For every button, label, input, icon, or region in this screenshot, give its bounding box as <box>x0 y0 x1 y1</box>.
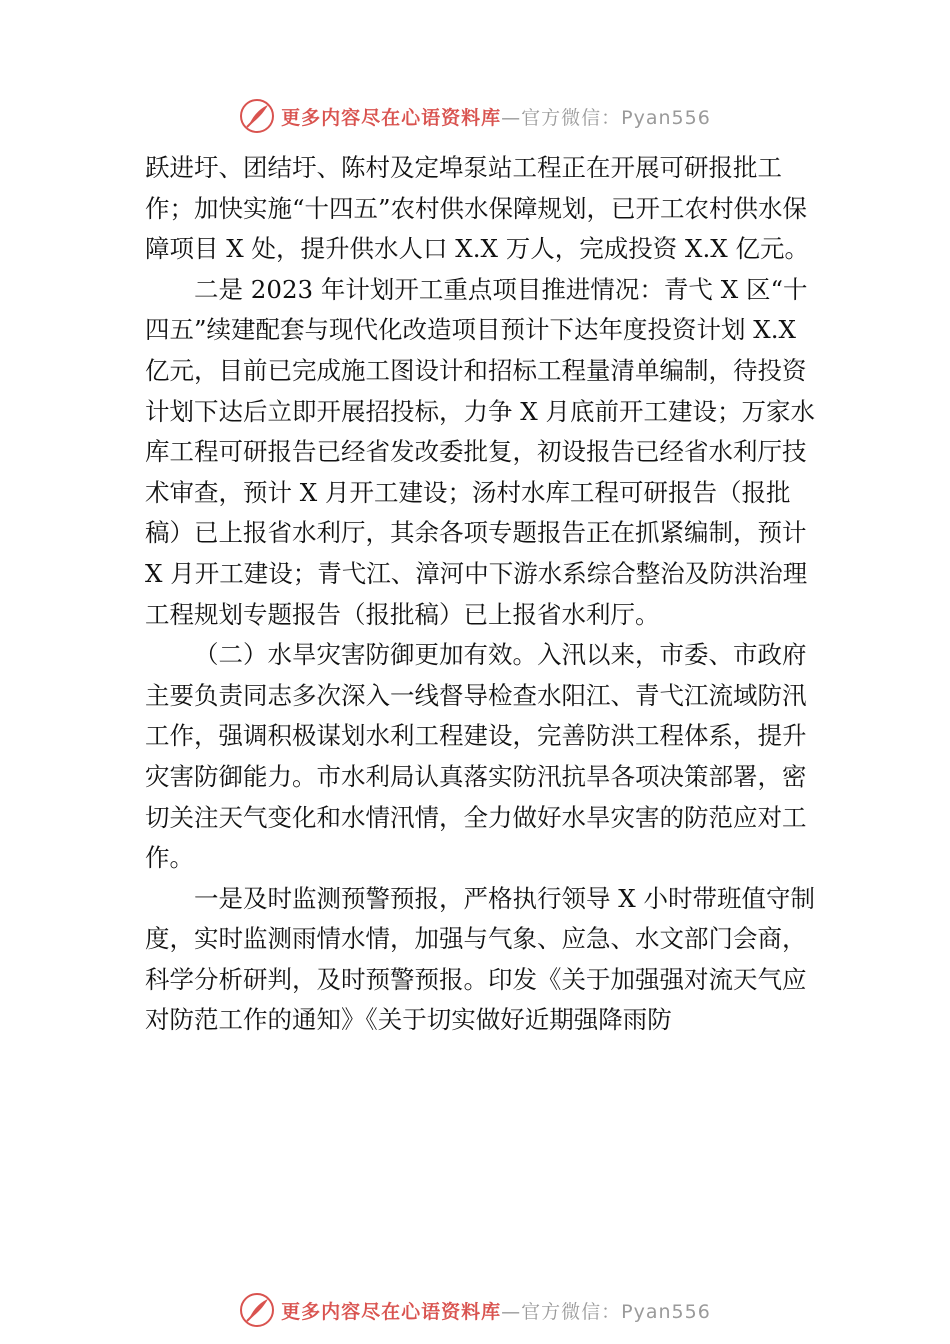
header-banner-sub: —官方微信：Pyan556 <box>501 106 711 129</box>
document-body <box>145 148 817 1041</box>
header-banner-main: 更多内容尽在心语资料库 <box>281 106 502 129</box>
paragraph-3: （二）水旱灾害防御更加有效。入汛以来，市委、市政府主要负责同志多次深入一线督导检查水阳江、青弋江流域防汛工作，强调积极谋划水利工程建设，完善防洪工程体系，提升灾害防御能力。市水利局认真落实防汛抗旱各项决策部署，密切关注天气变化和水情汛情，全力做好水旱灾害的防范应对工作。 <box>145 640 807 873</box>
footer-watermark-banner <box>0 1290 950 1330</box>
header-watermark-banner <box>0 96 950 136</box>
feather-pen-logo-icon <box>239 98 275 134</box>
footer-banner-sub: —官方微信：Pyan556 <box>501 1300 711 1323</box>
paragraph-4: 一是及时监测预警预报，严格执行领导 X 小时带班值守制度，实时监测雨情水情，加强与气象、应急、水文部门会商，科学分析研判，及时预警预报。印发《关于加强强对流天气应对防范工作的通知》《关于切实做好近期强降雨防 <box>145 883 816 1035</box>
paragraph-1: 跃进圩、团结圩、陈村及定埠泵站工程正在开展可研报批工作；加快实施“十四五”农村供水保障规划，已开工农村供水保障项目 X 处，提升供水人口 X.X 万人，完成投资 X.X 亿元。 <box>145 153 810 264</box>
footer-banner-main: 更多内容尽在心语资料库 <box>281 1300 502 1323</box>
paragraph-2: 二是 2023 年计划开工重点项目推进情况：青弋 X 区“十四五”续建配套与现代化改造项目预计下达年度投资计划 X.X 亿元，目前已完成施工图设计和招标工程量清单编制，待投资计划下达后立即开展招投标，力争 X 月底前开工建设；万家水库工程可研报告已经省发改委批复，初设报告已经省水利厅技术审查，预计 X 月开工建设；汤村水库工程可研报告（报批稿）已上报省水利厅，其余各项专题报告正在抓紧编制，预计 X 月开工建设；青弋江、漳河中下游水系综合整治及防洪治理工程规划专题报告（报批稿）已上报省水利厅。 <box>145 274 816 629</box>
feather-pen-logo-icon <box>239 1292 275 1328</box>
